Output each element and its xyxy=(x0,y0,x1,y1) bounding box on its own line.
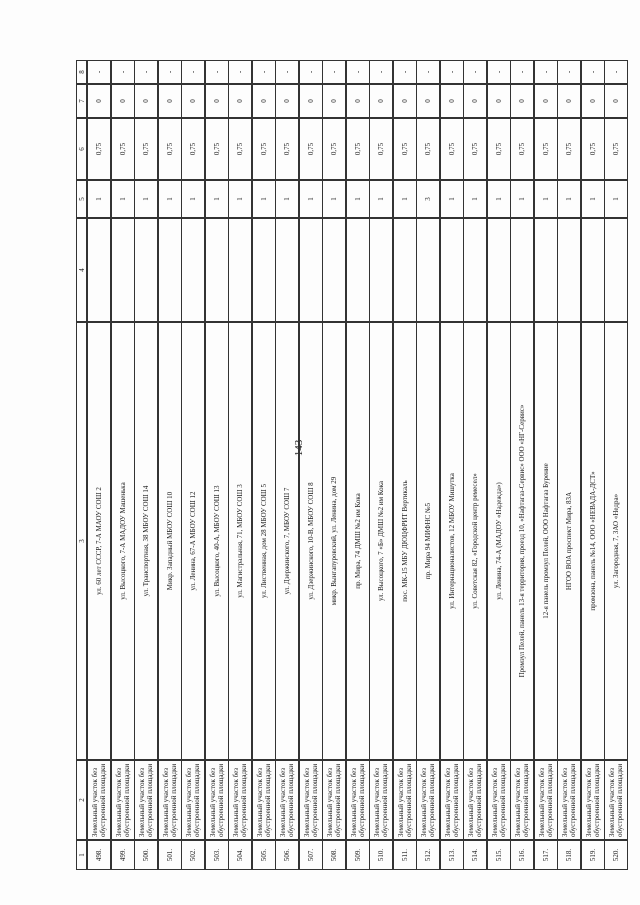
cell-col5: 1 xyxy=(322,180,346,218)
cell-object-name: Земельный участок без обустроенной площадки xyxy=(158,760,182,840)
cell-col7: 0 xyxy=(440,84,464,118)
cell-col4 xyxy=(228,218,252,322)
cell-col7: 0 xyxy=(228,84,252,118)
cell-number: 516. xyxy=(510,840,534,870)
cell-col5: 1 xyxy=(393,180,417,218)
cell-col5: 1 xyxy=(534,180,558,218)
cell-object-name: Земельный участок без обустроенной площадки xyxy=(487,760,511,840)
cell-address: микр. Вынгапуровский, ул. Ленина, дом 29 xyxy=(322,322,346,760)
cell-address: ул. Дзержинского, 7, МБОУ СОШ 7 xyxy=(275,322,299,760)
cell-col7: 0 xyxy=(487,84,511,118)
cell-object-name: Земельный участок без обустроенной площадки xyxy=(87,760,111,840)
cell-col4 xyxy=(604,218,628,322)
cell-col5: 1 xyxy=(299,180,323,218)
cell-col8: - xyxy=(134,60,158,84)
cell-number: 508. xyxy=(322,840,346,870)
cell-address: Промзул Пелей, панель 13-я территория, проезд 10, «Нафтагаз-Сервис» ООО «НГ-Сервис» xyxy=(510,322,534,760)
cell-address: ул. Высоцкого, 7 «Б» ДМШ №2 им Кока xyxy=(369,322,393,760)
cell-object-name: Земельный участок без обустроенной площадки xyxy=(299,760,323,840)
cell-col8: - xyxy=(322,60,346,84)
cell-col7: 0 xyxy=(299,84,323,118)
cell-col7: 0 xyxy=(252,84,276,118)
cell-col5: 3 xyxy=(416,180,440,218)
cell-col8: - xyxy=(393,60,417,84)
cell-object-name: Земельный участок без обустроенной площадки xyxy=(510,760,534,840)
header-cell: 5 xyxy=(76,180,87,218)
cell-col4 xyxy=(440,218,464,322)
cell-col5: 1 xyxy=(346,180,370,218)
cell-col6: 0,75 xyxy=(510,118,534,180)
cell-object-name: Земельный участок без обустроенной площадки xyxy=(416,760,440,840)
cell-number: 520. xyxy=(604,840,628,870)
cell-col8: - xyxy=(463,60,487,84)
cell-address: ул. Ленина, 74-А (МАДОУ «Надежда») xyxy=(487,322,511,760)
header-cell: 4 xyxy=(76,218,87,322)
cell-number: 510. xyxy=(369,840,393,870)
cell-number: 498. xyxy=(87,840,111,870)
cell-address: ул. Транспортная, 38 МБОУ СОШ 14 xyxy=(134,322,158,760)
cell-col6: 0,75 xyxy=(369,118,393,180)
cell-col5: 1 xyxy=(111,180,135,218)
header-cell: 2 xyxy=(76,760,87,840)
cell-object-name: Земельный участок без обустроенной площадки xyxy=(581,760,605,840)
cell-number: 502. xyxy=(181,840,205,870)
cell-col4 xyxy=(557,218,581,322)
cell-col7: 0 xyxy=(369,84,393,118)
cell-col7: 0 xyxy=(158,84,182,118)
cell-col8: - xyxy=(111,60,135,84)
cell-number: 500. xyxy=(134,840,158,870)
cell-col5: 1 xyxy=(581,180,605,218)
cell-col8: - xyxy=(87,60,111,84)
cell-address: ул. Интернационалистов, 12 МБОУ Мишутка xyxy=(440,322,464,760)
cell-col8: - xyxy=(158,60,182,84)
cell-col5: 1 xyxy=(557,180,581,218)
cell-col7: 0 xyxy=(604,84,628,118)
cell-col8: - xyxy=(181,60,205,84)
cell-col7: 0 xyxy=(463,84,487,118)
cell-number: 513. xyxy=(440,840,464,870)
cell-address: ул. Магистральная, 71, МБОУ СОШ 3 xyxy=(228,322,252,760)
cell-col7: 0 xyxy=(322,84,346,118)
cell-number: 512. xyxy=(416,840,440,870)
cell-col6: 0,75 xyxy=(87,118,111,180)
cell-col8: - xyxy=(252,60,276,84)
cell-col8: - xyxy=(346,60,370,84)
cell-col4 xyxy=(252,218,276,322)
cell-col4 xyxy=(181,218,205,322)
cell-col8: - xyxy=(440,60,464,84)
cell-col6: 0,75 xyxy=(111,118,135,180)
cell-object-name: Земельный участок без обустроенной площадки xyxy=(604,760,628,840)
cell-number: 506. xyxy=(275,840,299,870)
cell-col7: 0 xyxy=(87,84,111,118)
cell-col7: 0 xyxy=(393,84,417,118)
cell-address: 12-я панель промзул Пелей, ООО Нафтагаз Бурение xyxy=(534,322,558,760)
cell-col8: - xyxy=(369,60,393,84)
header-cell: 8 xyxy=(76,60,87,84)
cell-col4 xyxy=(416,218,440,322)
cell-address: ул. Ленина, 67-А МБОУ СОШ 12 xyxy=(181,322,205,760)
cell-number: 505. xyxy=(252,840,276,870)
cell-col5: 1 xyxy=(510,180,534,218)
cell-col4 xyxy=(299,218,323,322)
cell-col4 xyxy=(487,218,511,322)
cell-object-name: Земельный участок без обустроенной площадки xyxy=(440,760,464,840)
cell-number: 509. xyxy=(346,840,370,870)
header-cell: 6 xyxy=(76,118,87,180)
cell-object-name: Земельный участок без обустроенной площадки xyxy=(205,760,229,840)
cell-object-name: Земельный участок без обустроенной площадки xyxy=(557,760,581,840)
cell-object-name: Земельный участок без обустроенной площадки xyxy=(322,760,346,840)
cell-col4 xyxy=(534,218,558,322)
cell-number: 515. xyxy=(487,840,511,870)
cell-number: 518. xyxy=(557,840,581,870)
header-cell: 7 xyxy=(76,84,87,118)
cell-address: ул. Дзержинского, 10-В, МБОУ СОШ 8 xyxy=(299,322,323,760)
cell-col8: - xyxy=(581,60,605,84)
cell-col6: 0,75 xyxy=(228,118,252,180)
cell-col6: 0,75 xyxy=(158,118,182,180)
cell-col7: 0 xyxy=(275,84,299,118)
cell-number: 517. xyxy=(534,840,558,870)
cell-col4 xyxy=(463,218,487,322)
cell-col6: 0,75 xyxy=(299,118,323,180)
cell-col8: - xyxy=(205,60,229,84)
cell-address: пр. Мира, 74 ДМШ №2 им Кока xyxy=(346,322,370,760)
cell-number: 501. xyxy=(158,840,182,870)
cell-address: ул. Загородная, 7, ЗАО «Недра» xyxy=(604,322,628,760)
cell-object-name: Земельный участок без обустроенной площадки xyxy=(275,760,299,840)
cell-number: 514. xyxy=(463,840,487,870)
cell-col5: 1 xyxy=(487,180,511,218)
cell-col6: 0,75 xyxy=(416,118,440,180)
cell-object-name: Земельный участок без обустроенной площадки xyxy=(228,760,252,840)
cell-col4 xyxy=(369,218,393,322)
cell-col6: 0,75 xyxy=(440,118,464,180)
cell-col7: 0 xyxy=(346,84,370,118)
cell-col6: 0,75 xyxy=(581,118,605,180)
cell-col4 xyxy=(581,218,605,322)
cell-object-name: Земельный участок без обустроенной площадки xyxy=(111,760,135,840)
cell-col5: 1 xyxy=(463,180,487,218)
cell-col6: 0,75 xyxy=(322,118,346,180)
cell-col5: 1 xyxy=(205,180,229,218)
cell-col6: 0,75 xyxy=(205,118,229,180)
cell-col5: 1 xyxy=(134,180,158,218)
cell-col6: 0,75 xyxy=(487,118,511,180)
cell-col6: 0,75 xyxy=(252,118,276,180)
cell-object-name: Земельный участок без обустроенной площадки xyxy=(181,760,205,840)
cell-col5: 1 xyxy=(228,180,252,218)
cell-col7: 0 xyxy=(181,84,205,118)
cell-col5: 1 xyxy=(158,180,182,218)
cell-col7: 0 xyxy=(134,84,158,118)
cell-col4 xyxy=(158,218,182,322)
cell-number: 504. xyxy=(228,840,252,870)
cell-col7: 0 xyxy=(111,84,135,118)
cell-col4 xyxy=(393,218,417,322)
cell-col6: 0,75 xyxy=(346,118,370,180)
cell-col4 xyxy=(275,218,299,322)
cell-col8: - xyxy=(228,60,252,84)
cell-col8: - xyxy=(604,60,628,84)
cell-address: ул. Лиственная, дом 28 МБОУ СОШ 5 xyxy=(252,322,276,760)
cell-col6: 0,75 xyxy=(604,118,628,180)
cell-col5: 1 xyxy=(604,180,628,218)
cell-col7: 0 xyxy=(581,84,605,118)
cell-address: Микр. Западный МБОУ СОШ 10 xyxy=(158,322,182,760)
cell-col6: 0,75 xyxy=(181,118,205,180)
cell-col5: 1 xyxy=(275,180,299,218)
cell-number: 499. xyxy=(111,840,135,870)
cell-col4 xyxy=(134,218,158,322)
cell-object-name: Земельный участок без обустроенной площадки xyxy=(463,760,487,840)
cell-address: промзона, панель №14, ООО «НЕВАДА-ДСТ» xyxy=(581,322,605,760)
cell-number: 519. xyxy=(581,840,605,870)
cell-address: ул. Советская 82, «Городской центр ремесел» xyxy=(463,322,487,760)
cell-col8: - xyxy=(416,60,440,84)
cell-number: 507. xyxy=(299,840,323,870)
cell-col4 xyxy=(111,218,135,322)
cell-address: ул. Высоцкого, 40-А, МБОУ СОШ 13 xyxy=(205,322,229,760)
cell-col8: - xyxy=(510,60,534,84)
cell-col8: - xyxy=(299,60,323,84)
cell-col6: 0,75 xyxy=(534,118,558,180)
cell-address: ул. Высоцкого, 7-А МАДОУ Машенька xyxy=(111,322,135,760)
cell-col5: 1 xyxy=(87,180,111,218)
cell-object-name: Земельный участок без обустроенной площадки xyxy=(346,760,370,840)
cell-col5: 1 xyxy=(181,180,205,218)
cell-col8: - xyxy=(487,60,511,84)
cell-col6: 0,75 xyxy=(393,118,417,180)
cell-col7: 0 xyxy=(205,84,229,118)
header-cell: 1 xyxy=(76,840,87,870)
cell-col7: 0 xyxy=(534,84,558,118)
cell-number: 511. xyxy=(393,840,417,870)
cell-address: НГОО ВОА проспект Мира, 83А xyxy=(557,322,581,760)
cell-object-name: Земельный участок без обустроенной площадки xyxy=(134,760,158,840)
cell-col4 xyxy=(510,218,534,322)
cell-col6: 0,75 xyxy=(134,118,158,180)
cell-object-name: Земельный участок без обустроенной площадки xyxy=(393,760,417,840)
cell-col7: 0 xyxy=(416,84,440,118)
cell-address: ул. 60 лет СССР, 7-А МАОУ СОШ 2 xyxy=(87,322,111,760)
cell-col7: 0 xyxy=(557,84,581,118)
cell-col4 xyxy=(205,218,229,322)
cell-col5: 1 xyxy=(440,180,464,218)
cell-col4 xyxy=(346,218,370,322)
cell-col8: - xyxy=(557,60,581,84)
cell-col5: 1 xyxy=(252,180,276,218)
cell-number: 503. xyxy=(205,840,229,870)
cell-col6: 0,75 xyxy=(463,118,487,180)
cell-address: пос. МК-15 МБУ ДЮЦФРИТ Вертикаль xyxy=(393,322,417,760)
cell-col6: 0,75 xyxy=(275,118,299,180)
cell-col4 xyxy=(87,218,111,322)
cell-col4 xyxy=(322,218,346,322)
cell-col8: - xyxy=(275,60,299,84)
cell-object-name: Земельный участок без обустроенной площадки xyxy=(369,760,393,840)
header-cell: 3 xyxy=(76,322,87,760)
cell-col6: 0,75 xyxy=(557,118,581,180)
cell-object-name: Земельный участок без обустроенной площадки xyxy=(534,760,558,840)
cell-object-name: Земельный участок без обустроенной площадки xyxy=(252,760,276,840)
cell-col5: 1 xyxy=(369,180,393,218)
page-number: 143 xyxy=(293,439,305,457)
cell-col7: 0 xyxy=(510,84,534,118)
cell-address: пр. Мира 94 МИФНС №5 xyxy=(416,322,440,760)
cell-col8: - xyxy=(534,60,558,84)
